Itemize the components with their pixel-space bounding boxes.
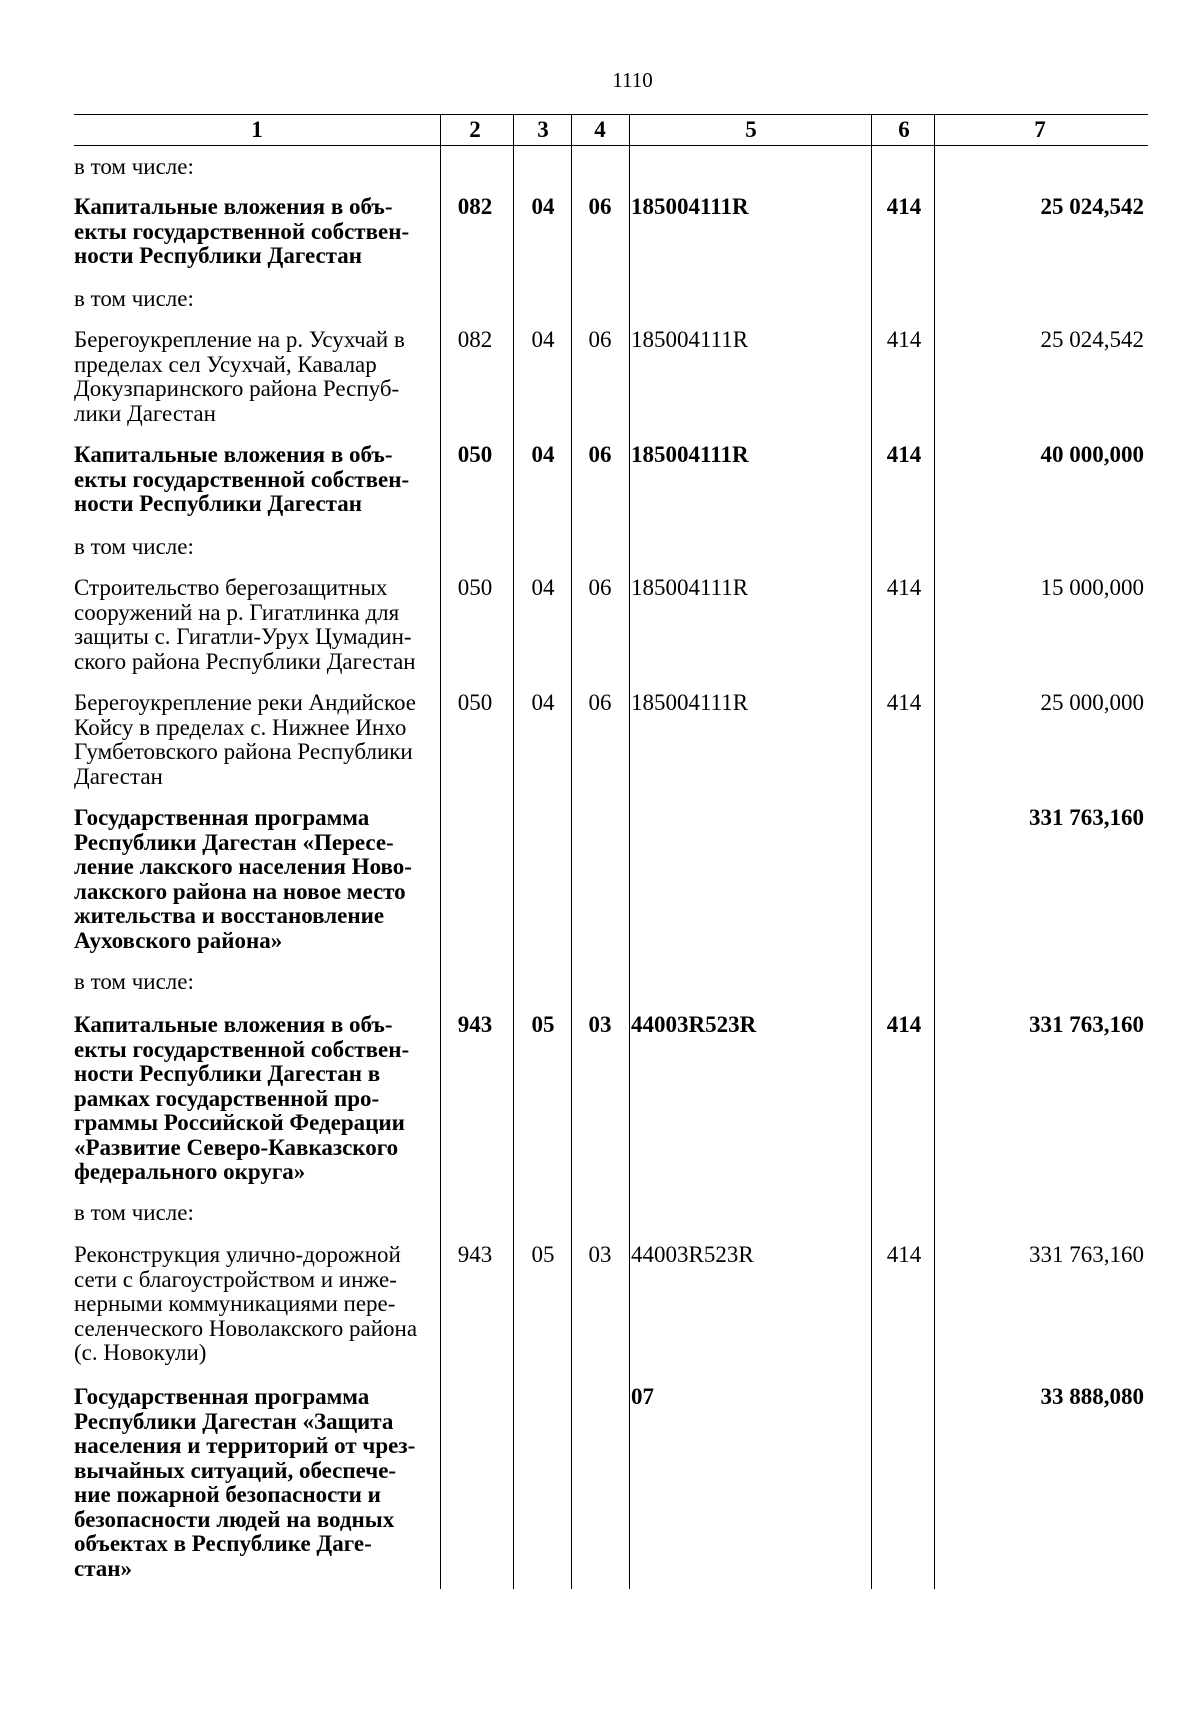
- row-col-7: 15 000,000: [1040, 575, 1144, 600]
- row-col-7: 25 000,000: [1040, 690, 1144, 715]
- header-bottom-border: [74, 145, 1148, 146]
- row-description: в том числе:: [74, 534, 194, 559]
- row-col-6: 414: [886, 1242, 922, 1267]
- row-col-4: 03: [588, 1012, 612, 1037]
- row-col-3: 04: [531, 327, 555, 352]
- row-description: Государственная программа Республики Дагестан «Пересе- ление лакского населения Ново- лакского района на новое место жительства и восстановление Ауховского района»: [74, 805, 412, 953]
- header-col-7: 7: [1034, 117, 1046, 142]
- row-col-4: 06: [588, 575, 612, 600]
- row-col-3: 04: [531, 442, 555, 467]
- row-col-4: 03: [588, 1242, 612, 1267]
- row-col-3: 04: [531, 575, 555, 600]
- row-col-3: 05: [531, 1242, 555, 1267]
- row-col-6: 414: [886, 690, 922, 715]
- row-description: Капитальные вложения в объ- екты государственной собствен- ности Республики Дагестан: [74, 194, 410, 268]
- row-description: в том числе:: [74, 1200, 194, 1225]
- row-col-5: 185004111R: [631, 327, 749, 352]
- row-description: Реконструкция улично-дорожной сети с благоустройством и инже- нерными коммуникациями пере- селенческого Новолакского района (с. Новокули): [74, 1242, 418, 1365]
- row-col-5: 185004111R: [631, 575, 749, 600]
- row-description: Берегоукрепление реки Андийское Койсу в пределах с. Нижнее Инхо Гумбетовского района Республики Дагестан: [74, 690, 416, 789]
- row-description: в том числе:: [74, 154, 194, 179]
- row-col-7: 33 888,080: [1040, 1384, 1144, 1409]
- row-col-7: 40 000,000: [1040, 442, 1144, 467]
- row-col-5: 44003R523R: [631, 1242, 754, 1267]
- header-col-3: 3: [537, 117, 549, 142]
- header-col-5: 5: [745, 117, 757, 142]
- header-col-2: 2: [469, 117, 481, 142]
- table-top-border: [74, 114, 1148, 115]
- row-col-2: 050: [457, 442, 493, 467]
- row-col-2: 943: [457, 1242, 493, 1267]
- row-description: Строительство берегозащитных сооружений на р. Гигатлинка для защиты с. Гигатли-Урух Цумадин- ского района Республики Дагестан: [74, 575, 416, 674]
- header-col-1: 1: [251, 117, 263, 142]
- row-col-5: 44003R523R: [631, 1012, 757, 1037]
- row-col-6: 414: [886, 442, 922, 467]
- row-col-4: 06: [588, 690, 612, 715]
- page-number: 1110: [612, 68, 653, 92]
- row-description: в том числе:: [74, 969, 194, 994]
- row-col-7: 331 763,160: [1029, 1242, 1144, 1267]
- row-col-5: 185004111R: [631, 194, 749, 219]
- row-col-2: 050: [457, 690, 493, 715]
- row-col-6: 414: [886, 327, 922, 352]
- row-description: Берегоукрепление на р. Усухчай в пределах сел Усухчай, Кавалар Докузпаринского района Респуб- лики Дагестан: [74, 327, 405, 426]
- row-col-4: 06: [588, 327, 612, 352]
- row-col-3: 04: [531, 690, 555, 715]
- row-col-2: 050: [457, 575, 493, 600]
- row-col-4: 06: [588, 442, 612, 467]
- header-col-6: 6: [898, 117, 910, 142]
- row-col-2: 943: [457, 1012, 493, 1037]
- row-col-5: 185004111R: [631, 690, 749, 715]
- row-col-7: 331 763,160: [1029, 805, 1144, 830]
- row-col-2: 082: [457, 327, 493, 352]
- row-col-7: 25 024,542: [1040, 327, 1144, 352]
- column-divider-4: [629, 114, 630, 1589]
- row-col-7: 25 024,542: [1040, 194, 1144, 219]
- row-col-7: 331 763,160: [1029, 1012, 1144, 1037]
- row-col-5: 07: [631, 1384, 654, 1409]
- row-description: Государственная программа Республики Дагестан «Защита населения и территорий от чрез- вычайных ситуаций, обеспече- ние пожарной безопасности и безопасности людей на водных объектах в Республике Даге- стан»: [74, 1384, 416, 1581]
- row-col-6: 414: [886, 1012, 922, 1037]
- column-divider-2: [513, 114, 514, 1589]
- header-col-4: 4: [594, 117, 606, 142]
- row-col-5: 185004111R: [631, 442, 749, 467]
- row-description: Капитальные вложения в объ- екты государственной собствен- ности Республики Дагестан в рамках государственной про- граммы Российской Федерации «Развитие Северо-Кавказского федерального округа»: [74, 1012, 410, 1184]
- row-col-2: 082: [457, 194, 493, 219]
- row-col-6: 414: [886, 194, 922, 219]
- row-col-6: 414: [886, 575, 922, 600]
- row-col-3: 05: [531, 1012, 555, 1037]
- row-col-4: 06: [588, 194, 612, 219]
- row-description: Капитальные вложения в объ- екты государственной собствен- ности Республики Дагестан: [74, 442, 410, 516]
- row-description: в том числе:: [74, 286, 194, 311]
- row-col-3: 04: [531, 194, 555, 219]
